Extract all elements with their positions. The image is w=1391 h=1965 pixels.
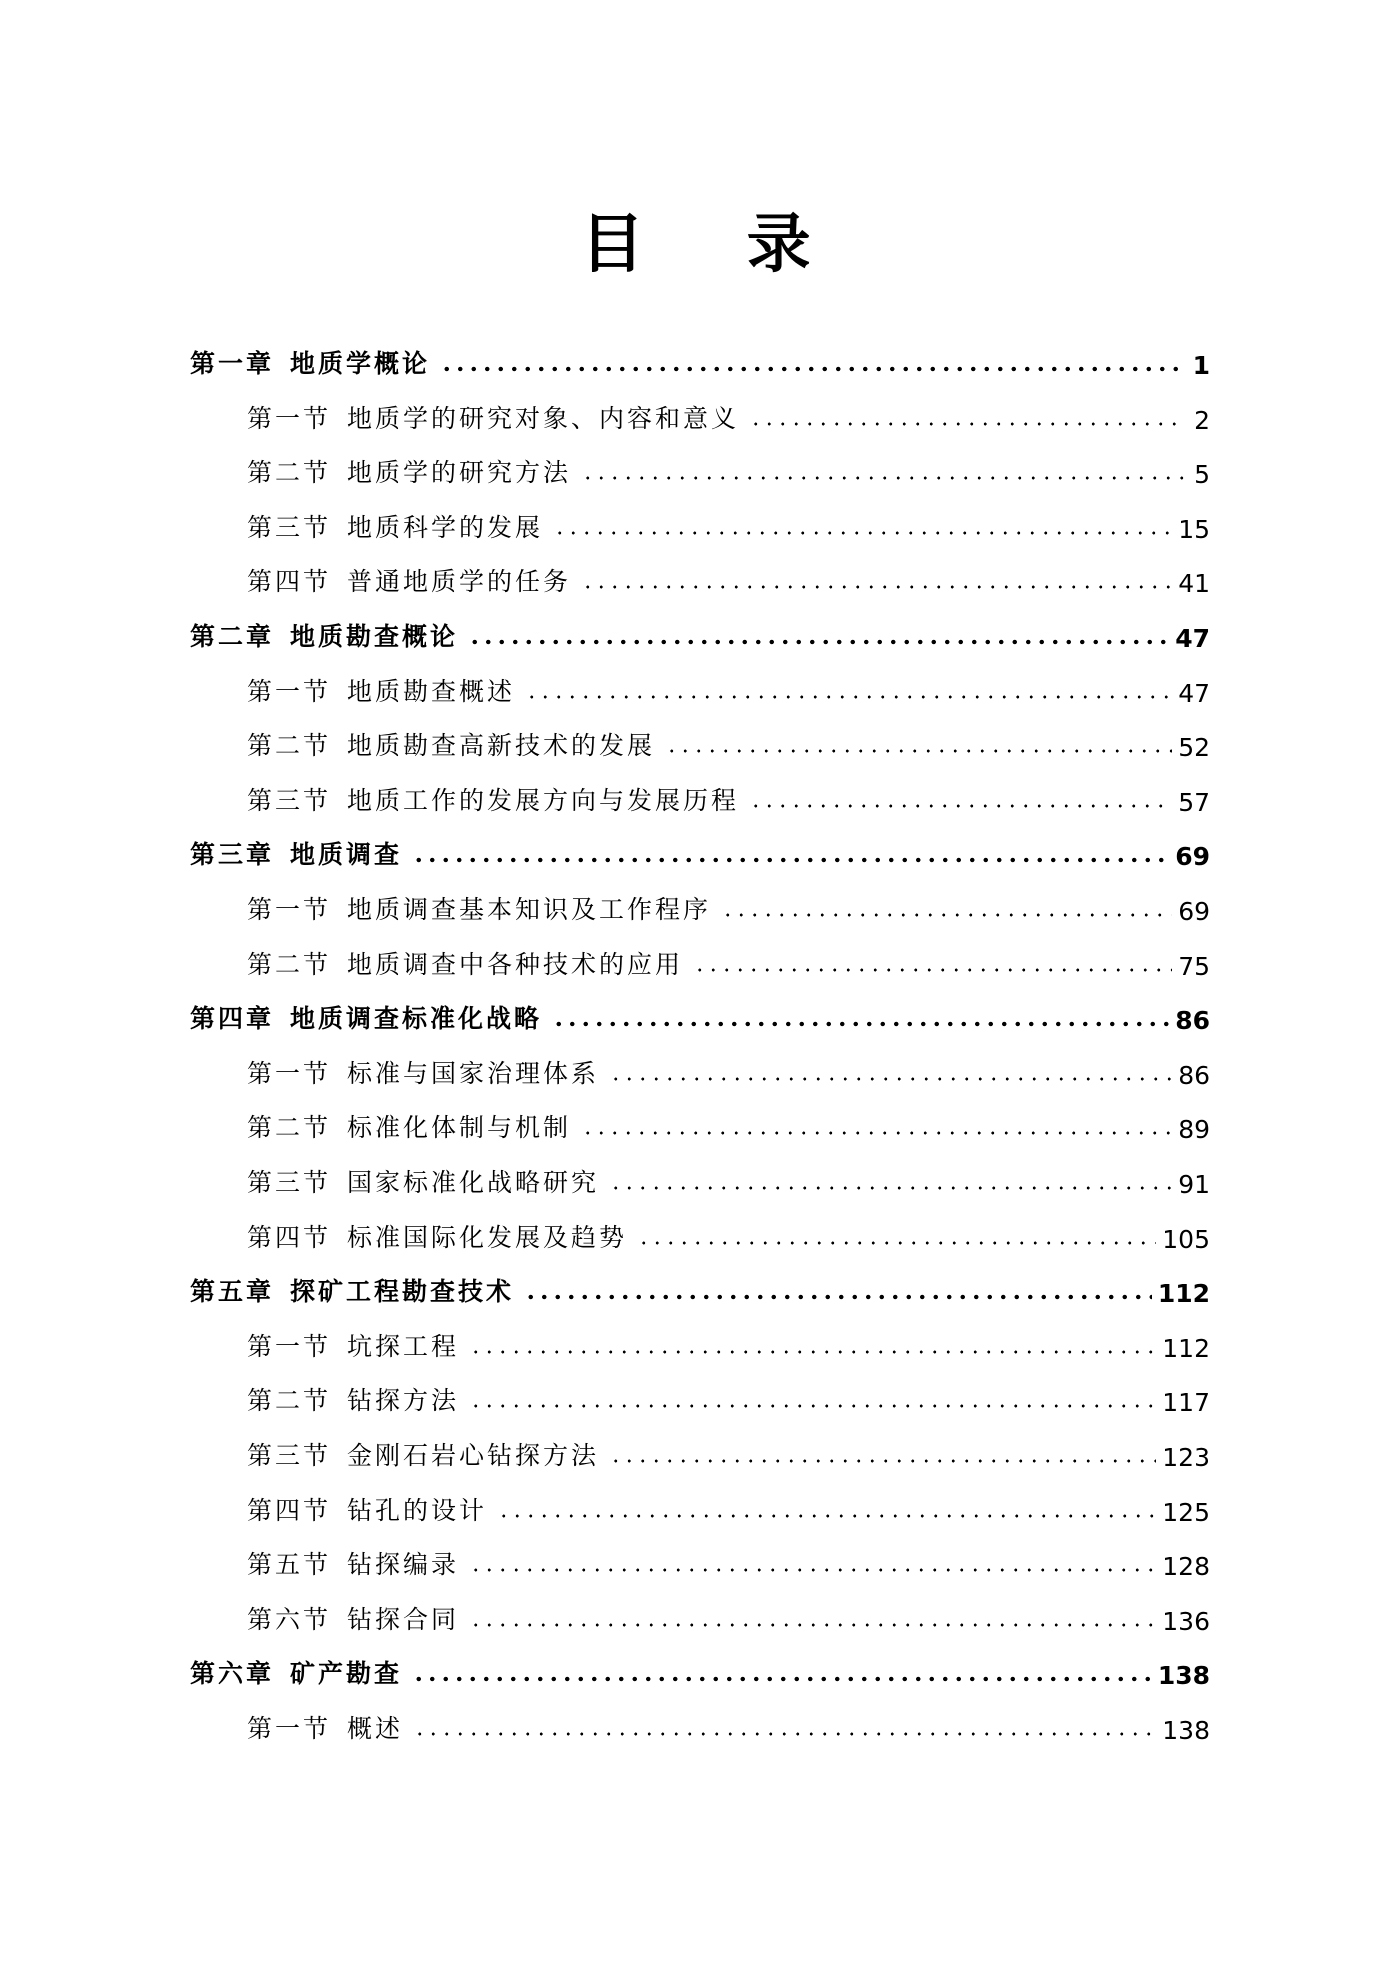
dot-leader xyxy=(412,1676,1152,1682)
toc-section-row[interactable] xyxy=(247,1104,1210,1144)
toc-section-row[interactable] xyxy=(247,886,1210,926)
section-title: 标准国际化发展及趋势 xyxy=(347,1222,628,1252)
dot-leader xyxy=(553,530,1172,536)
section-title: 地质勘查高新技术的发展 xyxy=(347,731,656,761)
section-title: 钻孔的设计 xyxy=(347,1495,488,1525)
toc-section-row[interactable] xyxy=(247,1596,1210,1636)
page-number: 138 xyxy=(1157,1661,1210,1691)
toc-section-row[interactable] xyxy=(247,941,1210,981)
dot-leader xyxy=(581,475,1184,481)
chapter-title: 矿产勘查 xyxy=(290,1659,403,1689)
section-title: 钻探方法 xyxy=(347,1386,460,1416)
toc-section-row[interactable] xyxy=(247,449,1210,489)
dot-leader xyxy=(497,1513,1156,1519)
section-title: 地质科学的发展 xyxy=(347,512,544,542)
dot-leader xyxy=(413,1731,1156,1737)
section-title: 地质调查中各种技术的应用 xyxy=(347,949,684,979)
page-number: 128 xyxy=(1162,1552,1210,1582)
section-title: 概述 xyxy=(347,1714,404,1743)
toc-chapter-row[interactable] xyxy=(190,1650,1210,1690)
page-number: 47 xyxy=(1178,678,1210,708)
page-number: 57 xyxy=(1178,787,1210,817)
section-number: 第四节 xyxy=(247,567,332,597)
chapter-title: 地质勘查概论 xyxy=(290,622,459,651)
page-number: 86 xyxy=(1178,1060,1210,1090)
section-number: 第三节 xyxy=(247,785,332,815)
section-number: 第四节 xyxy=(247,1222,332,1252)
section-number: 第一节 xyxy=(247,895,332,924)
dot-leader xyxy=(749,421,1184,427)
chapter-title: 探矿工程勘查技术 xyxy=(290,1277,515,1307)
page-number: 112 xyxy=(1162,1333,1210,1363)
toc-chapter-row[interactable] xyxy=(190,613,1210,653)
dot-leader xyxy=(525,694,1172,700)
toc-chapter-row[interactable] xyxy=(190,995,1210,1035)
section-number: 第四节 xyxy=(247,1495,332,1525)
page-title: 目 录 xyxy=(580,208,851,282)
dot-leader xyxy=(469,1567,1156,1573)
toc-section-row[interactable] xyxy=(247,504,1210,544)
section-number: 第二节 xyxy=(247,949,332,979)
toc-section-row[interactable] xyxy=(247,777,1210,817)
page-number: 47 xyxy=(1175,624,1210,653)
page-number: 136 xyxy=(1162,1606,1210,1636)
dot-leader xyxy=(665,748,1172,754)
toc-chapter-row[interactable] xyxy=(190,340,1210,380)
page-number: 15 xyxy=(1178,514,1210,544)
page-number: 117 xyxy=(1162,1388,1210,1418)
section-title: 标准与国家治理体系 xyxy=(347,1058,600,1088)
toc-section-row[interactable] xyxy=(247,1541,1210,1581)
page-number: 138 xyxy=(1162,1716,1210,1745)
chapter-number: 第三章 xyxy=(190,840,275,870)
page-number: 123 xyxy=(1162,1443,1210,1472)
chapter-title: 地质学概论 xyxy=(290,349,431,378)
chapter-number: 第二章 xyxy=(190,622,275,651)
page-number: 41 xyxy=(1178,569,1210,599)
dot-leader xyxy=(469,1622,1156,1628)
page-number: 89 xyxy=(1178,1115,1210,1145)
page-number: 52 xyxy=(1178,733,1210,763)
section-number: 第一节 xyxy=(247,1058,332,1088)
toc-section-row[interactable] xyxy=(247,722,1210,762)
dot-leader xyxy=(721,912,1172,918)
toc-chapter-row[interactable] xyxy=(190,831,1210,871)
dot-leader xyxy=(524,1294,1152,1300)
toc-section-row[interactable] xyxy=(247,1214,1210,1254)
dot-leader xyxy=(469,1403,1156,1409)
section-title: 国家标准化战略研究 xyxy=(347,1168,600,1197)
toc-section-row[interactable] xyxy=(247,1050,1210,1090)
page-number: 125 xyxy=(1162,1497,1210,1527)
toc-section-row[interactable] xyxy=(247,668,1210,708)
section-title: 地质学的研究方法 xyxy=(347,458,572,488)
page-number: 5 xyxy=(1194,460,1210,490)
section-title: 钻探合同 xyxy=(347,1604,460,1634)
section-number: 第二节 xyxy=(247,458,332,488)
toc-section-row[interactable] xyxy=(247,1432,1210,1472)
section-title: 地质工作的发展方向与发展历程 xyxy=(347,785,740,815)
dot-leader xyxy=(609,1458,1156,1464)
section-number: 第二节 xyxy=(247,731,332,761)
toc-chapter-row[interactable] xyxy=(190,1268,1210,1308)
toc-section-row[interactable] xyxy=(247,1377,1210,1417)
section-number: 第二节 xyxy=(247,1113,332,1143)
chapter-number: 第一章 xyxy=(190,349,275,378)
page-number: 75 xyxy=(1178,951,1210,981)
page-number: 105 xyxy=(1162,1224,1210,1254)
section-title: 普通地质学的任务 xyxy=(347,567,572,597)
dot-leader xyxy=(412,857,1169,863)
dot-leader xyxy=(749,803,1172,809)
chapter-title: 地质调查标准化战略 xyxy=(290,1004,543,1034)
page-number: 91 xyxy=(1178,1170,1210,1199)
section-number: 第一节 xyxy=(247,676,332,706)
dot-leader xyxy=(581,1130,1172,1136)
dot-leader xyxy=(552,1021,1169,1027)
section-title: 钻探编录 xyxy=(347,1550,460,1580)
toc-section-row[interactable] xyxy=(247,1159,1210,1199)
section-number: 第三节 xyxy=(247,1168,332,1197)
section-title: 地质学的研究对象、内容和意义 xyxy=(347,403,740,433)
section-number: 第二节 xyxy=(247,1386,332,1416)
section-number: 第一节 xyxy=(247,1714,332,1743)
dot-leader xyxy=(581,584,1172,590)
toc-section-row[interactable] xyxy=(247,1487,1210,1527)
chapter-title: 地质调查 xyxy=(290,840,403,870)
chapter-number: 第四章 xyxy=(190,1004,275,1034)
chapter-number: 第六章 xyxy=(190,1659,275,1689)
toc-section-row[interactable] xyxy=(247,1323,1210,1363)
toc-section-row[interactable] xyxy=(247,395,1210,435)
chapter-number: 第五章 xyxy=(190,1277,275,1307)
toc-section-row[interactable] xyxy=(247,1705,1210,1745)
section-number: 第三节 xyxy=(247,512,332,542)
toc-section-row[interactable] xyxy=(247,558,1210,598)
dot-leader xyxy=(469,1349,1156,1355)
section-title: 地质勘查概述 xyxy=(347,676,516,706)
page-number: 112 xyxy=(1157,1279,1210,1309)
dot-leader xyxy=(468,639,1169,645)
page-number: 86 xyxy=(1175,1006,1210,1036)
section-number: 第五节 xyxy=(247,1550,332,1580)
section-number: 第三节 xyxy=(247,1441,332,1470)
dot-leader xyxy=(440,366,1184,372)
section-title: 地质调查基本知识及工作程序 xyxy=(347,895,712,924)
dot-leader xyxy=(693,967,1172,973)
dot-leader xyxy=(609,1185,1172,1191)
section-number: 第一节 xyxy=(247,1331,332,1361)
page-number: 69 xyxy=(1178,897,1210,926)
dot-leader xyxy=(637,1240,1156,1246)
page-number: 69 xyxy=(1175,842,1210,872)
section-title: 坑探工程 xyxy=(347,1331,460,1361)
page-number: 1 xyxy=(1192,351,1210,380)
section-title: 金刚石岩心钻探方法 xyxy=(347,1441,600,1470)
section-number: 第一节 xyxy=(247,403,332,433)
section-title: 标准化体制与机制 xyxy=(347,1113,572,1143)
dot-leader xyxy=(609,1076,1172,1082)
section-number: 第六节 xyxy=(247,1604,332,1634)
page-number: 2 xyxy=(1194,405,1210,435)
